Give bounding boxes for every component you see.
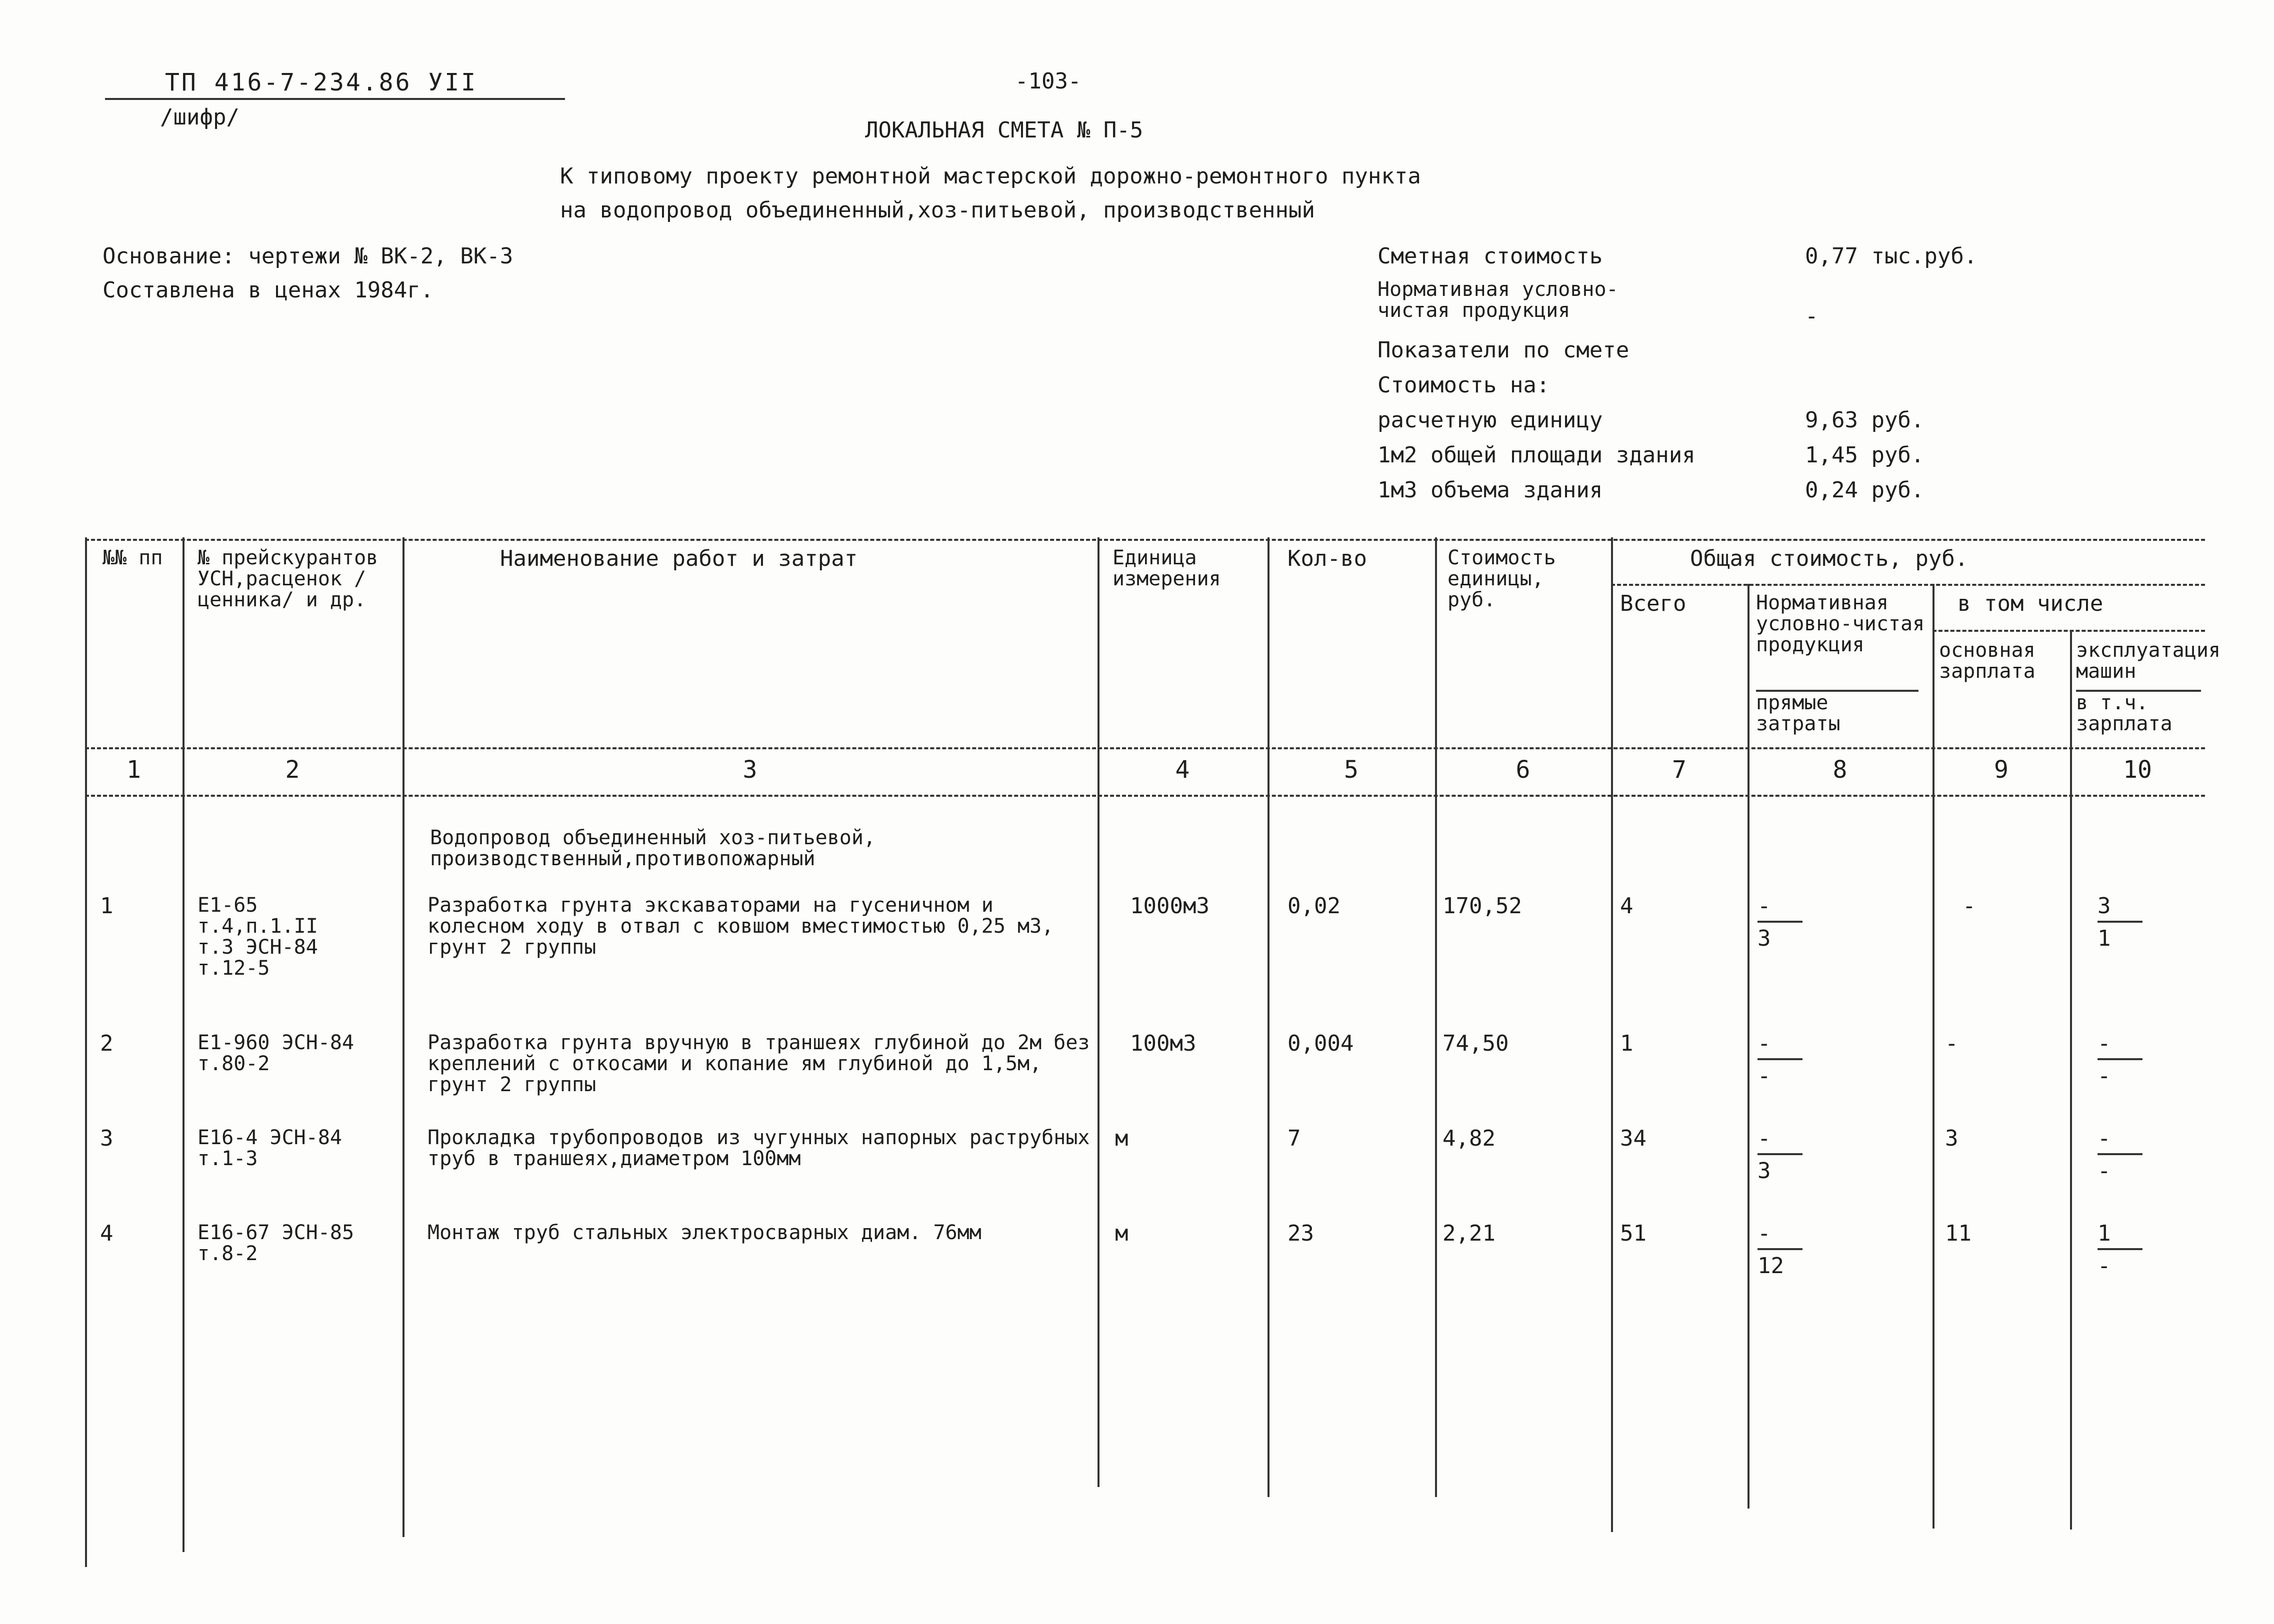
row-direct-costs: 12 — [1758, 1253, 1784, 1279]
row-work-name: Монтаж труб стальных электросварных диам. 76мм — [428, 1221, 982, 1244]
row-quantity: 0,004 — [1288, 1031, 1354, 1056]
row-base-salary: - — [1945, 1031, 1958, 1056]
row-work-name: Разработка грунта вручную в траншеях глубиной до 2м без креплений с откосами и копание ям глубиной до 1,5м, грунт 2 группы — [428, 1031, 1090, 1096]
header-col-10-bottom: в т.ч. зарплата — [2076, 691, 2172, 735]
col-divider-8 — [1932, 584, 1934, 1529]
col-number-4: 4 — [1175, 756, 1190, 784]
estimated-cost-value: 0,77 тыс.руб. — [1805, 243, 1978, 269]
row-direct-costs: - — [1758, 1063, 1771, 1089]
col-divider-5 — [1435, 537, 1437, 1497]
col-divider-2 — [402, 537, 404, 1537]
normative-label: Нормативная условно-чистая продукция — [1378, 278, 1618, 322]
estimated-cost-label: Сметная стоимость — [1378, 243, 1603, 269]
col-number-3: 3 — [742, 756, 758, 784]
row-direct-costs: 3 — [1758, 926, 1771, 951]
row-base-salary: 11 — [1945, 1221, 1972, 1246]
row-reference: Е16-67 ЭСН-85 т.8-2 — [198, 1221, 354, 1265]
row-fraction-line — [1758, 1058, 1802, 1060]
row-fraction-line — [1758, 1248, 1802, 1250]
row-machines-salary: - — [2098, 1253, 2111, 1279]
header-col-4: Единица измерения — [1112, 546, 1221, 590]
row-normative: - — [1758, 1221, 1771, 1246]
row-normative: - — [1758, 1031, 1771, 1056]
header-col-10-top: эксплуатация машин — [2076, 639, 2220, 683]
page-number: -103- — [1015, 68, 1082, 94]
header-col-1: №№ пп — [102, 546, 163, 569]
row-number: 4 — [100, 1221, 114, 1246]
col-number-5: 5 — [1344, 756, 1358, 784]
project-cipher: ТП 416-7-234.86 УII — [165, 68, 478, 96]
subtitle-line-2: на водопровод объединенный,хоз-питьевой, производственный — [560, 197, 1315, 223]
header-col-9: основная зарплата — [1939, 639, 2036, 683]
header-including: в том числе — [1958, 591, 2104, 616]
row-reference: Е1-65 т.4,п.1.II т.3 ЭСН-84 т.12-5 — [198, 894, 318, 980]
row-unit: м — [1115, 1221, 1128, 1246]
row-normative: - — [1758, 1126, 1771, 1151]
row-unit: 1000м3 — [1130, 893, 1210, 919]
header-col-3: Наименование работ и затрат — [500, 546, 858, 571]
row-total: 51 — [1620, 1221, 1646, 1246]
subtitle-line-1: К типовому проекту ремонтной мастерской дорожно-ремонтного пункта — [560, 163, 1421, 189]
row-base-salary: - — [1962, 893, 1976, 919]
row-total: 34 — [1620, 1126, 1646, 1151]
row-fraction-line — [2098, 1153, 2142, 1155]
unit-cost-label: расчетную единицу — [1378, 407, 1603, 433]
row-normative: - — [1758, 893, 1771, 919]
basis-drawings: Основание: чертежи № ВК-2, ВК-3 — [102, 243, 514, 269]
row-unit-price: 2,21 — [1442, 1221, 1496, 1246]
col-number-7: 7 — [1672, 756, 1686, 784]
section-title: Водопровод объединенный хоз-питьевой, производственный,противопожарный — [430, 826, 876, 870]
header-col-6: Стоимость единицы, руб. — [1448, 546, 1556, 611]
header-col-8-top: Нормативная условно-чистая продукция — [1756, 591, 1925, 656]
cipher-underline — [105, 98, 565, 100]
row-work-name: Разработка грунта экскаваторами на гусеничном и колесном ходу в отвал с ковшом вместимостью 0,25 м3, грунт 2 группы — [428, 894, 1054, 959]
row-direct-costs: 3 — [1758, 1158, 1771, 1184]
basis-prices: Составлена в ценах 1984г. — [102, 277, 434, 303]
row-fraction-line — [2098, 1058, 2142, 1060]
document-title: ЛОКАЛЬНАЯ СМЕТА № П-5 — [865, 117, 1144, 143]
row-fraction-line — [1758, 921, 1802, 923]
cost-on-label: Стоимость на: — [1378, 372, 1550, 398]
col-number-8: 8 — [1832, 756, 1848, 784]
row-machines: - — [2098, 1031, 2111, 1056]
row-work-name: Прокладка трубопроводов из чугунных напорных раструбных труб в траншеях,диаметром 100мм — [428, 1126, 1090, 1170]
row-fraction-line — [2098, 921, 2142, 923]
row-unit: м — [1115, 1126, 1128, 1151]
row-unit-price: 170,52 — [1442, 893, 1522, 919]
row-machines: - — [2098, 1126, 2111, 1151]
row-number: 3 — [100, 1126, 114, 1151]
indicators-label: Показатели по смете — [1378, 337, 1630, 363]
row-total: 1 — [1620, 1031, 1634, 1056]
col-divider-1 — [182, 537, 184, 1552]
row-base-salary: 3 — [1945, 1126, 1958, 1151]
row-quantity: 7 — [1288, 1126, 1301, 1151]
row-machines-salary: - — [2098, 1063, 2111, 1089]
area-cost-label: 1м2 общей площади здания — [1378, 442, 1696, 468]
header-col-5: Кол-во — [1288, 546, 1367, 571]
including-header-rule — [1932, 630, 2205, 632]
volume-cost-value: 0,24 руб. — [1805, 477, 1924, 503]
col-divider-3 — [1098, 537, 1100, 1487]
row-quantity: 0,02 — [1288, 893, 1340, 919]
row-number: 2 — [100, 1031, 114, 1056]
col-number-6: 6 — [1516, 756, 1530, 784]
row-unit-price: 4,82 — [1442, 1126, 1496, 1151]
row-machines-salary: 1 — [2098, 926, 2111, 951]
row-machines: 1 — [2098, 1221, 2111, 1246]
col-divider-0 — [85, 537, 87, 1567]
row-total: 4 — [1620, 893, 1634, 919]
row-machines-salary: - — [2098, 1158, 2111, 1184]
row-machines: 3 — [2098, 893, 2111, 919]
col-number-10: 10 — [2123, 756, 2152, 784]
row-reference: Е1-960 ЭСН-84 т.80-2 — [198, 1031, 354, 1075]
col-divider-4 — [1268, 537, 1270, 1497]
col-divider-6 — [1611, 537, 1613, 1532]
row-quantity: 23 — [1288, 1221, 1314, 1246]
unit-cost-value: 9,63 руб. — [1805, 407, 1924, 433]
row-fraction-line — [1758, 1153, 1802, 1155]
cipher-note: /шифр/ — [160, 104, 240, 130]
row-unit-price: 74,50 — [1442, 1031, 1509, 1056]
col-number-2: 2 — [285, 756, 300, 784]
group-header-rule — [1611, 584, 2205, 586]
row-fraction-line — [2098, 1248, 2142, 1250]
header-col-7: Всего — [1620, 591, 1686, 616]
row-number: 1 — [100, 893, 114, 919]
area-cost-value: 1,45 руб. — [1805, 442, 1924, 468]
col-number-1: 1 — [126, 756, 141, 784]
col-number-9: 9 — [1994, 756, 2008, 784]
col-divider-7 — [1748, 584, 1750, 1509]
row-unit: 100м3 — [1130, 1031, 1196, 1056]
volume-cost-label: 1м3 объема здания — [1378, 477, 1603, 503]
header-col-8-bottom: прямые затраты — [1756, 691, 1840, 735]
row-reference: Е16-4 ЭСН-84 т.1-3 — [198, 1126, 342, 1170]
header-col-2: № прейскурантов УСН,расценок /ценника/ и др. — [198, 546, 378, 611]
normative-value: - — [1805, 303, 1818, 329]
header-group-total: Общая стоимость, руб. — [1690, 546, 1968, 571]
